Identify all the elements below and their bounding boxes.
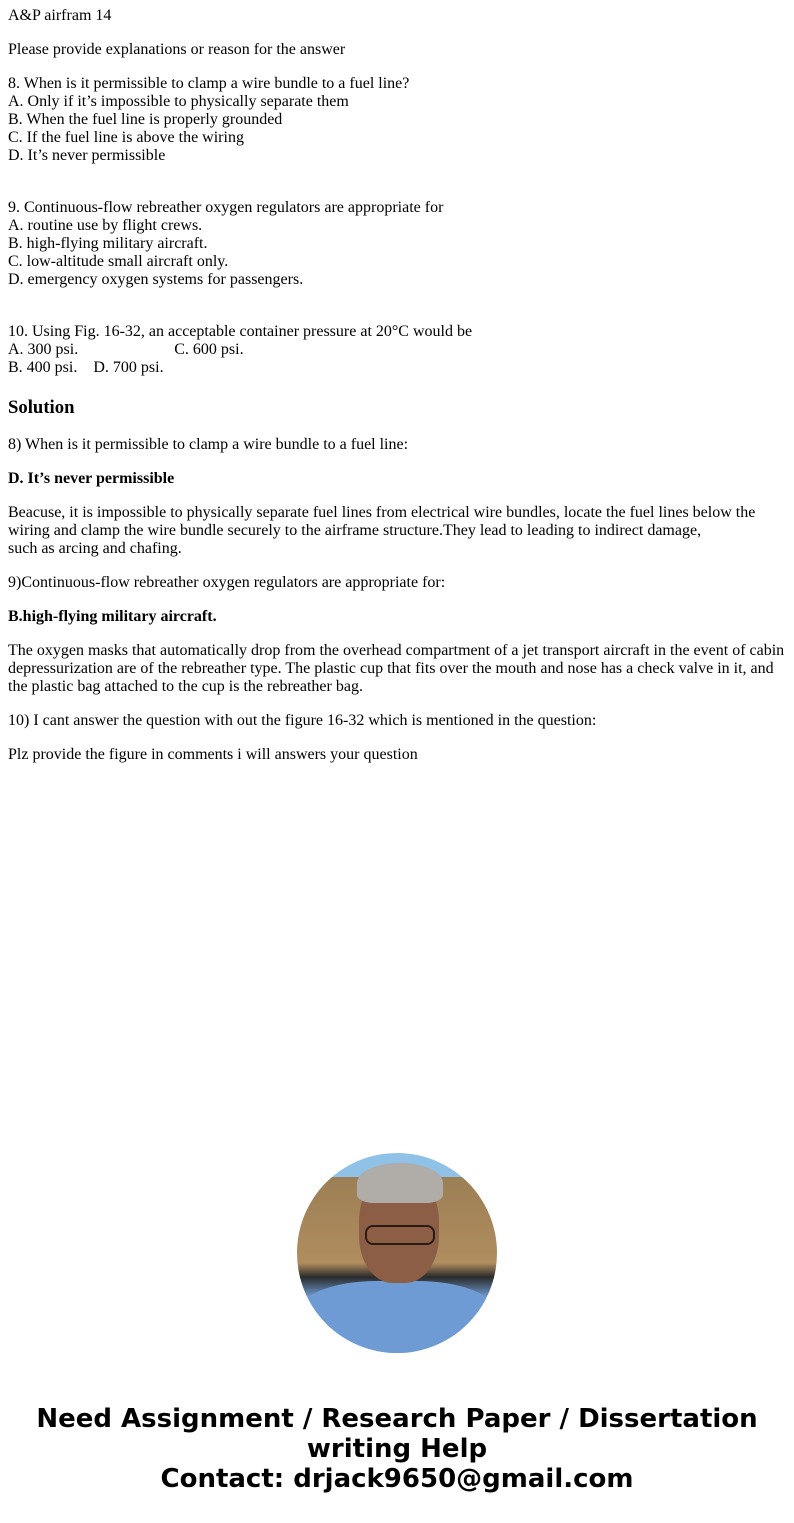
avatar-hair xyxy=(357,1163,443,1203)
answer-9-choice xyxy=(8,608,786,626)
question-option: A. 300 psi. C. 600 psi. xyxy=(8,341,244,358)
banner-line-2: writing Help xyxy=(306,1434,488,1464)
banner-line-1: Need Assignment / Research Paper / Dissertation xyxy=(36,1404,758,1434)
document-title: A&P airfram 14 xyxy=(8,7,112,24)
question-option: A. Only if it’s impossible to physically separate them xyxy=(8,93,349,110)
banner-contact: Contact: drjack9650@gmail.com xyxy=(160,1464,634,1494)
avatar-shirt xyxy=(297,1281,497,1353)
answer-9-explanation xyxy=(8,642,786,696)
answer-8-choice xyxy=(8,470,786,488)
question-prompt: 8. When is it permissible to clamp a wire bundle to a fuel line? xyxy=(8,75,410,92)
avatar-glasses xyxy=(365,1225,435,1245)
explanation-line: such as arcing and chafing. xyxy=(8,540,182,557)
question-option: D. It’s never permissible xyxy=(8,147,166,164)
question-option: A. routine use by flight crews. xyxy=(8,217,203,234)
question-option: C. low-altitude small aircraft only. xyxy=(8,253,229,270)
question-9 xyxy=(8,199,786,289)
answer-8 xyxy=(8,436,786,454)
author-avatar xyxy=(297,1153,497,1353)
answer-note: Plz provide the figure in comments i will answers your question xyxy=(8,746,418,763)
question-option: B. 400 psi. D. 700 psi. xyxy=(8,359,164,376)
explanation-line: depressurization are of the rebreather type. The plastic cup that fits over the mouth and nose has a check valve in it, and xyxy=(8,660,774,677)
explanation-line: The oxygen masks that automatically drop from the overhead compartment of a jet transport aircraft in the event of cabin xyxy=(8,642,785,659)
question-prompt: 10. Using Fig. 16-32, an acceptable container pressure at 20°C would be xyxy=(8,323,473,340)
question-prompt: 9. Continuous-flow rebreather oxygen regulators are appropriate for xyxy=(8,199,444,216)
explanation-line: wiring and clamp the wire bundle securely to the airframe structure.They lead to leading to indirect damage, xyxy=(8,522,702,539)
answer-question: 10) I cant answer the question with out the figure 16-32 which is mentioned in the question: xyxy=(8,712,597,729)
answer-10 xyxy=(8,712,786,730)
explanation-line: the plastic bag attached to the cup is the rebreather bag. xyxy=(8,678,363,695)
solution-section xyxy=(8,397,786,419)
instruction-label: Please provide explanations or reason for the answer xyxy=(8,41,346,58)
question-section xyxy=(8,7,786,25)
question-8 xyxy=(8,75,786,165)
question-option: D. emergency oxygen systems for passengers. xyxy=(8,271,304,288)
question-option: C. If the fuel line is above the wiring xyxy=(8,129,244,146)
answer-9 xyxy=(8,574,786,592)
contact-banner xyxy=(0,1404,794,1494)
answer-10-note xyxy=(8,746,786,764)
answer-8-explanation xyxy=(8,504,786,558)
explanation-line: Beacuse, it is impossible to physically separate fuel lines from electrical wire bundles, locate the fuel lines below the xyxy=(8,504,756,521)
answer-question: 9)Continuous-flow rebreather oxygen regulators are appropriate for: xyxy=(8,574,446,591)
question-10 xyxy=(8,323,786,377)
instruction-text xyxy=(8,41,786,59)
answer-choice: D. It’s never permissible xyxy=(8,470,175,487)
solution-heading: Solution xyxy=(8,397,75,418)
question-option: B. When the fuel line is properly grounded xyxy=(8,111,283,128)
answer-question: 8) When is it permissible to clamp a wire bundle to a fuel line: xyxy=(8,436,409,453)
question-option: B. high-flying military aircraft. xyxy=(8,235,208,252)
answer-choice: B.high-flying military aircraft. xyxy=(8,608,217,625)
